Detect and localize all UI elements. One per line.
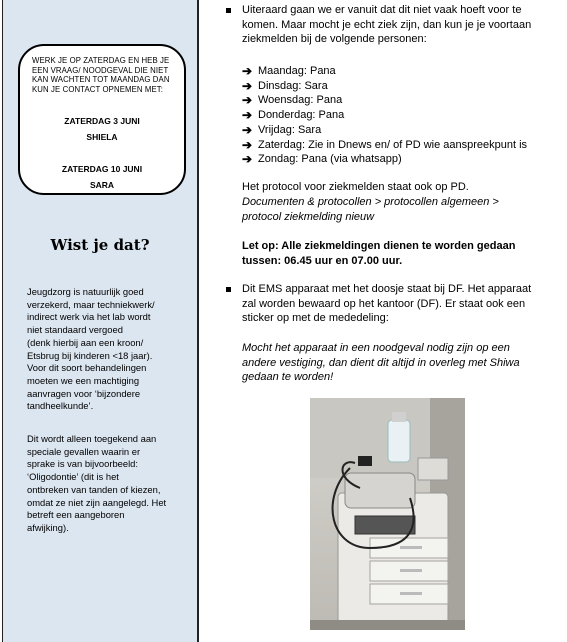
list-item: ➔ Dinsdag: Sara bbox=[242, 78, 328, 93]
callout-intro: WERK JE OP ZATERDAG EN HEB JE EEN VRAAG/ NOODGEVAL DIE NIET KAN WACHTEN TOT MAANDAG DAN KUN JE CONTACT OPNEMEN MET: bbox=[32, 56, 170, 94]
arrow-right-icon: ➔ bbox=[242, 108, 253, 123]
callout-name-2: SARA bbox=[89, 180, 115, 190]
main-content bbox=[226, 0, 566, 642]
wist-je-dat-heading: Wist je dat? bbox=[50, 236, 150, 254]
bullet-marker bbox=[226, 287, 231, 292]
ems-device-photo bbox=[310, 398, 465, 630]
arrow-right-icon: ➔ bbox=[242, 137, 253, 152]
protocol-path: Documenten & protocollen > protocollen algemeen > protocol ziekmelding nieuw bbox=[242, 196, 499, 223]
list-item: ➔ Woensdag: Pana bbox=[242, 93, 343, 108]
list-item: ➔ Zondag: Pana (via whatsapp) bbox=[242, 152, 402, 167]
arrow-right-icon: ➔ bbox=[242, 64, 253, 78]
ems-quote: Mocht het apparaat in een noodgeval nodig zijn op een andere vestiging, dan dient dit altijd in overleg met Shiwa gedaan te worden! bbox=[242, 342, 520, 384]
ems-text: Dit EMS apparaat met het doosje staat bij DF. Het apparaat zal worden bewaard op het kantoor (DF). Er staat ook een sticker op met de mededeling: bbox=[242, 283, 532, 325]
arrow-right-icon: ➔ bbox=[242, 78, 253, 93]
timing-note: Let op: Alle ziekmeldingen dienen te worden gedaan tussen: 06.45 uur en 07.00 uur. bbox=[242, 240, 516, 267]
callout-name-1: SHIELA bbox=[86, 132, 118, 142]
sick-leave-intro: Uiteraard gaan we er vanuit dat dit niet vaak hoeft voor te komen. Maar mocht je echt ziek zijn, dan kun je je voortaan ziekmelden bij de volgende personen: bbox=[242, 4, 532, 46]
list-item: ➔ Maandag: Pana bbox=[242, 64, 336, 78]
sick-contact-list bbox=[242, 64, 562, 167]
sidebar-paragraph-2: Dit wordt alleen toegekend aan speciale gevallen waarin er sprake is van bijvoorbeeld: ‘Oligodontie’ (dit is het ontbreken van tanden of kiezen, omdat ze niet zijn aangelegd. Het betreft een aangeboren afwijking). bbox=[27, 433, 167, 533]
sidebar-paragraph-1: Jeugdzorg is natuurlijk goed verzekerd, maar techniekwerk/ indirect werk via het lab wordt niet standaard vergoed (denk hierbij aan een kroon/ Etsbrug bij kinderen <18 jaar). Voor dit soort behandelingen moeten we een machtiging aanvragen voor ‘bijzondere tandheelkunde’. bbox=[27, 286, 155, 412]
arrow-right-icon: ➔ bbox=[242, 122, 253, 137]
sidebar bbox=[2, 0, 199, 642]
list-item: ➔ Donderdag: Pana bbox=[242, 108, 345, 123]
arrow-right-icon: ➔ bbox=[242, 152, 253, 167]
arrow-right-icon: ➔ bbox=[242, 93, 253, 108]
bullet-marker bbox=[226, 8, 231, 13]
list-item: ➔ Zaterdag: Zie in Dnews en/ of PD wie aanspreekpunt is bbox=[242, 137, 528, 152]
list-item: ➔ Vrijdag: Sara bbox=[242, 122, 322, 137]
weekend-contact-callout bbox=[18, 44, 186, 195]
protocol-text: Het protocol voor ziekmelden staat ook op PD. bbox=[242, 181, 469, 193]
callout-date-1: ZATERDAG 3 JUNI bbox=[64, 116, 140, 126]
callout-date-2: ZATERDAG 10 JUNI bbox=[61, 164, 143, 174]
